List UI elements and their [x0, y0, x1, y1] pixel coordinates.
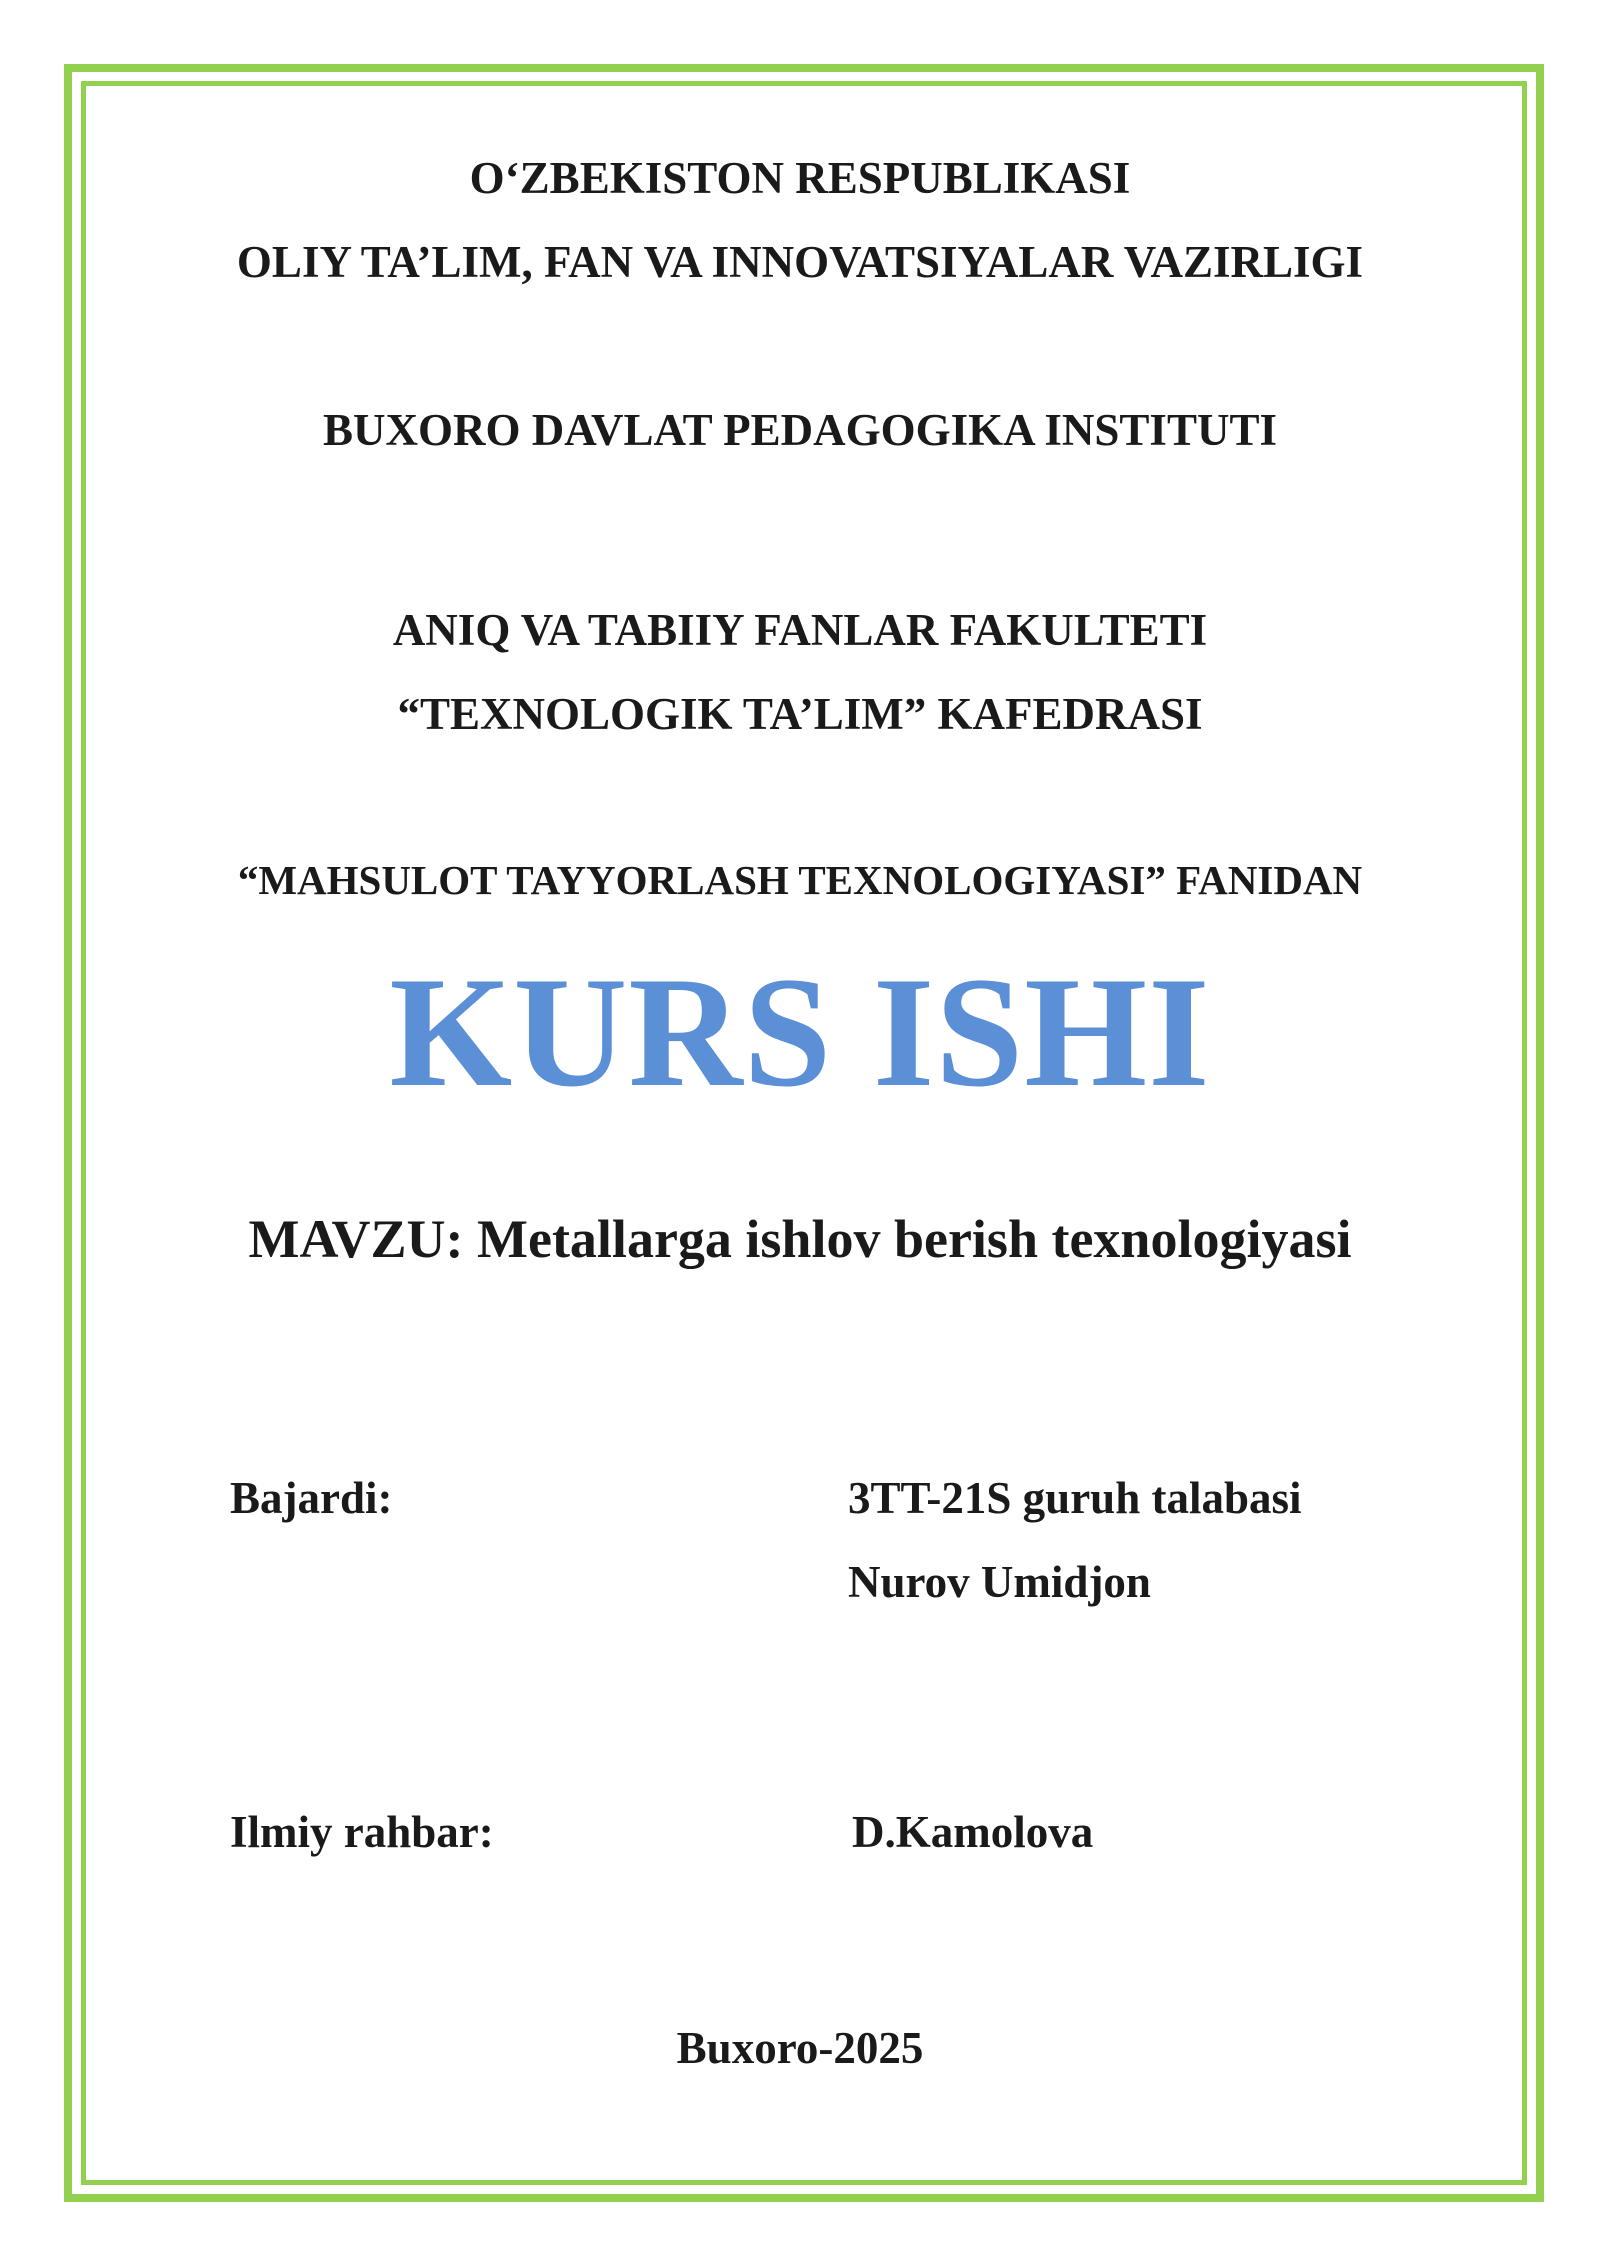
ministry-country-line: O‘ZBEKISTON RESPUBLIKASI [469, 153, 1131, 203]
ministry-name-line: OLIY TA’LIM, FAN VA INNOVATSIYALAR VAZIRLIGI [236, 237, 1364, 287]
department-name: “TEXNOLOGIK TA’LIM” KAFEDRASI [397, 689, 1203, 739]
institute-name: BUXORO DAVLAT PEDAGOGIKA INSTITUTI [323, 405, 1277, 455]
faculty-name: ANIQ VA TABIIY FANLAR FAKULTETI [392, 605, 1208, 655]
subject-line: “MAHSULOT TAYYORLASH TEXNOLOGIYASI” FANIDAN [237, 857, 1363, 903]
student-group: 3TT-21S guruh talabasi [848, 1473, 1302, 1523]
topic-line: MAVZU: Metallarga ishlov berish texnologiyasi [248, 1209, 1352, 1269]
performed-by-label: Bajardi: [230, 1473, 393, 1523]
advisor-name: D.Kamolova [852, 1807, 1094, 1857]
advisor-label: Ilmiy rahbar: [230, 1807, 494, 1857]
page-border-inner [81, 81, 1527, 2185]
document-title: KURS ISHI [389, 945, 1211, 1120]
student-name: Nurov Umidjon [848, 1557, 1151, 1607]
city-year: Buxoro-2025 [676, 2023, 924, 2073]
